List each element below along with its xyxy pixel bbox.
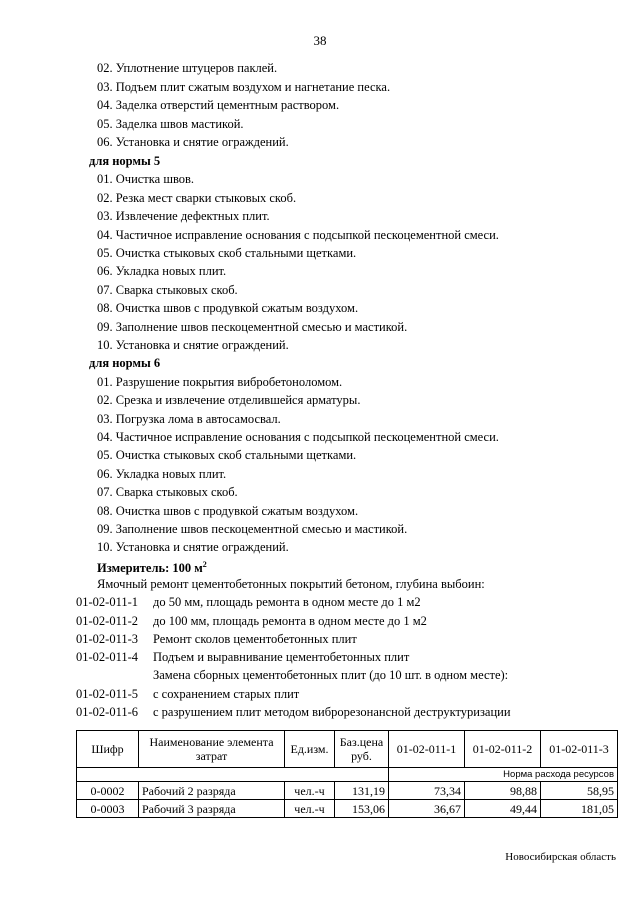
list-item: 03. Извлечение дефектных плит. bbox=[97, 209, 270, 223]
list-item: 02. Уплотнение штуцеров паклей. bbox=[97, 61, 278, 75]
list-item: 04. Частичное исправление основания с подсыпкой пескоцементной смеси. bbox=[97, 228, 499, 242]
cell-norm-2: 98,88 bbox=[465, 782, 541, 800]
table-header-row bbox=[77, 731, 618, 768]
column-header-name: Наименование элемента затрат bbox=[139, 731, 285, 768]
cell-code: 0-0002 bbox=[77, 782, 139, 800]
cell-norm-2: 49,44 bbox=[465, 800, 541, 818]
norm-code: 01-02-011-2 bbox=[76, 614, 139, 628]
norm-code: 01-02-011-6 bbox=[76, 705, 139, 719]
list-item: 03. Погрузка лома в автосамосвал. bbox=[97, 412, 281, 426]
cell-base-price: 131,19 bbox=[335, 782, 389, 800]
section-heading-norm6: для нормы 6 bbox=[89, 356, 161, 370]
norm-description: с разрушением плит методом виброрезонансной деструктуризации bbox=[153, 705, 511, 719]
column-header-base-price: Баз.цена руб. bbox=[335, 731, 389, 768]
norm-note: Норма расхода ресурсов bbox=[389, 768, 618, 782]
norm-description: Ремонт сколов цементобетонных плит bbox=[153, 632, 357, 646]
norm-note-row bbox=[77, 768, 618, 782]
list-item: 05. Очистка стыковых скоб стальными щетками. bbox=[97, 246, 357, 260]
list-item: 03. Подъем плит сжатым воздухом и нагнетание песка. bbox=[97, 80, 391, 94]
list-item: 06. Укладка новых плит. bbox=[97, 467, 227, 481]
list-item: 01. Очистка швов. bbox=[97, 172, 195, 186]
norm-code: 01-02-011-5 bbox=[76, 687, 139, 701]
measure-unit bbox=[97, 556, 207, 577]
column-header-norm-3: 01-02-011-3 bbox=[541, 731, 618, 768]
table-row bbox=[77, 800, 618, 818]
measure-label: Измеритель: 100 м bbox=[97, 561, 203, 576]
list-item: 09. Заполнение швов пескоцементной смесью и мастикой. bbox=[97, 522, 408, 536]
cell-norm-1: 73,34 bbox=[389, 782, 465, 800]
list-item: 02. Срезка и извлечение отделившейся арматуры. bbox=[97, 393, 361, 407]
cell-norm-3: 58,95 bbox=[541, 782, 618, 800]
cell-unit: чел.-ч bbox=[285, 782, 335, 800]
list-item: 09. Заполнение швов пескоцементной смесью и мастикой. bbox=[97, 320, 408, 334]
list-item: 01. Разрушение покрытия вибробетоноломом. bbox=[97, 375, 343, 389]
norm-code: 01-02-011-1 bbox=[76, 595, 139, 609]
cell-name: Рабочий 2 разряда bbox=[139, 782, 285, 800]
cell-norm-1: 36,67 bbox=[389, 800, 465, 818]
section-heading-norm5: для нормы 5 bbox=[89, 154, 161, 168]
column-header-norm-2: 01-02-011-2 bbox=[465, 731, 541, 768]
list-item: 04. Заделка отверстий цементным раствором. bbox=[97, 98, 340, 112]
list-item: 10. Установка и снятие ограждений. bbox=[97, 540, 289, 554]
norm-description: до 50 мм, площадь ремонта в одном месте до 1 м2 bbox=[153, 595, 421, 609]
pothole-intro: Ямочный ремонт цементобетонных покрытий бетоном, глубина выбоин: bbox=[97, 577, 485, 591]
column-header-code: Шифр bbox=[77, 731, 139, 768]
norm-code: 01-02-011-3 bbox=[76, 632, 139, 646]
list-item: 02. Резка мест сварки стыковых скоб. bbox=[97, 191, 297, 205]
measure-exponent: 2 bbox=[202, 560, 207, 569]
empty-cell bbox=[77, 768, 389, 782]
list-item: 07. Сварка стыковых скоб. bbox=[97, 485, 238, 499]
list-item: 08. Очистка швов с продувкой сжатым воздухом. bbox=[97, 504, 359, 518]
resource-table bbox=[76, 730, 618, 818]
cell-norm-3: 181,05 bbox=[541, 800, 618, 818]
list-item: 05. Очистка стыковых скоб стальными щетками. bbox=[97, 448, 357, 462]
list-item: 04. Частичное исправление основания с подсыпкой пескоцементной смеси. bbox=[97, 430, 499, 444]
cell-code: 0-0003 bbox=[77, 800, 139, 818]
cell-unit: чел.-ч bbox=[285, 800, 335, 818]
table-row bbox=[77, 782, 618, 800]
list-item: 07. Сварка стыковых скоб. bbox=[97, 283, 238, 297]
replacement-intro: Замена сборных цементобетонных плит (до 10 шт. в одном месте): bbox=[153, 668, 509, 682]
norm-description: Подъем и выравнивание цементобетонных плит bbox=[153, 650, 410, 664]
list-item: 08. Очистка швов с продувкой сжатым воздухом. bbox=[97, 301, 359, 315]
norm-code: 01-02-011-4 bbox=[76, 650, 139, 664]
cell-name: Рабочий 3 разряда bbox=[139, 800, 285, 818]
cell-base-price: 153,06 bbox=[335, 800, 389, 818]
column-header-norm-1: 01-02-011-1 bbox=[389, 731, 465, 768]
page-number: 38 bbox=[313, 33, 327, 48]
list-item: 10. Установка и снятие ограждений. bbox=[97, 338, 289, 352]
list-item: 05. Заделка швов мастикой. bbox=[97, 117, 244, 131]
footer-region: Новосибирская область bbox=[505, 851, 616, 863]
norm-description: до 100 мм, площадь ремонта в одном месте до 1 м2 bbox=[153, 614, 427, 628]
list-item: 06. Установка и снятие ограждений. bbox=[97, 135, 289, 149]
norm-description: с сохранением старых плит bbox=[153, 687, 300, 701]
list-item: 06. Укладка новых плит. bbox=[97, 264, 227, 278]
column-header-unit: Ед.изм. bbox=[285, 731, 335, 768]
